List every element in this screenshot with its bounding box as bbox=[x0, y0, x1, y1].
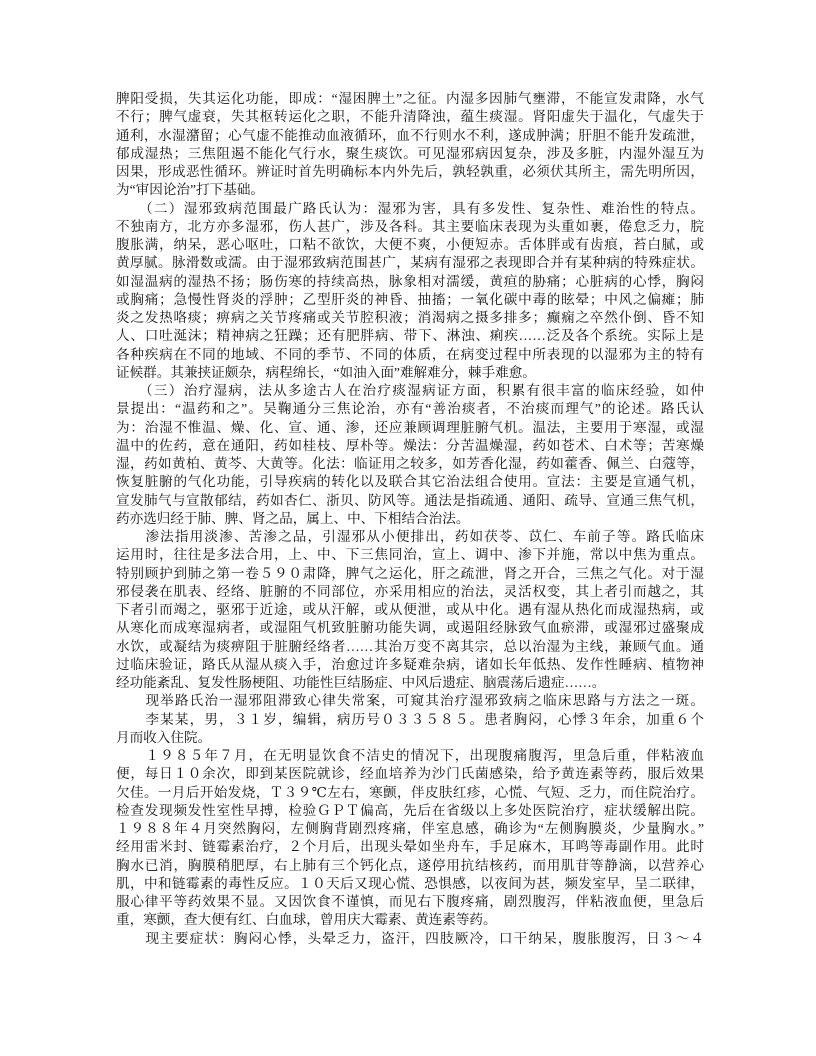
text-line: 脾阳受损，失其运化功能，即成：“湿困脾土”之征。内湿多因肺气壅滞，不能宣发肃降，水气 bbox=[116, 91, 704, 106]
text-line: 药亦选归经于肺、脾、肾之品，属上、中、下相结合治法。 bbox=[116, 510, 470, 526]
text-line: 水饮，或凝结为痰痹阻于脏腑经络者……其治万变不离其宗，总以治湿为主线，兼顾气血。通 bbox=[116, 638, 704, 654]
text-line: 邪侵袭在肌表、经络、脏腑的不同部位，亦采用相应的治法，灵活权变，其上者引而越之，其 bbox=[116, 583, 704, 599]
text-line: 为“审因论治”打下基础。 bbox=[116, 182, 265, 198]
text-line: 现举路氏治一湿邪阻滞致心律失常案，可窥其治疗湿邪致病之临床思路与方法之一斑。 bbox=[116, 693, 704, 709]
text-line: 湿，药如黄柏、黄芩、大黄等。化法：临证用之较多，如芳香化湿，药如藿香、佩兰、白蔻等， bbox=[116, 456, 704, 471]
text-line: （三）治疗湿病，法从多途古人在治疗痰湿病证方面，积累有很丰富的临床经验，如仲 bbox=[116, 383, 704, 398]
text-line: 现主要症状：胸闷心悸，头晕乏力，盗汗，四肢厥冷，口干纳呆，腹胀腹泻，日３～４ bbox=[116, 930, 704, 946]
text-line: 运用时，往往是多法合用，上、中、下三焦同治，宣上、调中、渗下并施，常以中焦为重点。 bbox=[116, 547, 704, 563]
text-line: １９８８年４月突然胸闷，左侧胸背剧烈疼痛，伴室息感，确诊为“左侧胸膜炎，少量胸水。” bbox=[116, 821, 704, 836]
text-line: 李某某，男，３１岁，编辑，病历号０３３５８５。患者胸闷，心悸３年余，加重６个 bbox=[116, 711, 704, 727]
text-line: 渗法指用淡渗、苦渗之品，引湿邪从小便排出，药如茯苓、苡仁、车前子等。路氏临床 bbox=[116, 529, 704, 544]
text-line: 便，每日１０余次，即到某医院就诊，经血培养为沙门氏菌感染，给予黄连素等药，服后效果 bbox=[116, 766, 704, 782]
text-line: 郁成湿热；三焦阻遏不能化气行水，聚生痰饮。可见湿邪病因复杂，涉及多脏，内湿外湿互为 bbox=[116, 145, 704, 161]
text-line: 特别顾护到肺之第一卷５９０肃降，脾气之运化，肝之疏泄，肾之开合，三焦之气化。对于湿 bbox=[116, 565, 704, 581]
text-line: 欠佳。一月后开始发烧，Ｔ３９℃左右，寒颤，伴皮肤红疹，心慌、气短、乏力，而住院治疗。 bbox=[116, 784, 704, 800]
text-line: 如湿温病的湿热不扬；肠伤寒的持续高热，脉象相对濡缓，黄疸的胁痛；心脏病的心悸，胸闷 bbox=[116, 273, 704, 289]
text-line: 重，寒颤，查大便有红、白血球，曾用庆大霉素、黄连素等药。 bbox=[116, 912, 497, 928]
text-line: 或胸痛；急慢性肾炎的浮肿；乙型肝炎的神昏、抽搐；一氧化碳中毒的眩晕；中风之偏瘫；肺 bbox=[116, 291, 704, 307]
text-line: 月而收入住院。 bbox=[116, 729, 212, 745]
text-line: 为：治湿不惟温、燥、化、宣、通、渗，还应兼顾调理脏腑气机。温法，主要用于寒湿，或湿 bbox=[116, 419, 704, 435]
text-line: 通利，水湿潴留；心气虚不能推动血液循环，血不行则水不利，遂成肿满；肝胆不能升发疏泄， bbox=[116, 127, 704, 143]
text-line: （二）湿邪致病范围最广路氏认为：湿邪为害，具有多发性、复杂性、难治性的特点。 bbox=[116, 200, 704, 216]
text-line: 不行；脾气虚衰，失其枢转运化之职，不能升清降浊，蕴生痰湿。肾阳虚失于温化，气虚失于 bbox=[116, 109, 704, 125]
text-line: 证候群。其兼挟证颇杂，病程绵长，“如油入面”难解难分，棘手难愈。 bbox=[116, 364, 536, 380]
text-line: 经用雷米封、链霉素治疗，２个月后，出现头晕如坐舟车，手足麻木，耳鸣等毒副作用。此时 bbox=[116, 839, 704, 855]
text-line: 炎之发热咯痰；痹病之关节疼痛或关节腔积液；消渴病之摄多排多；癫痫之卒然仆倒、昏不知 bbox=[116, 310, 704, 325]
text-line: 温中的佐药，意在通阳，药如桂枝、厚朴等。燥法：分苦温燥湿，药如苍术、白术等；苦寒燥 bbox=[116, 437, 704, 453]
text-line: 经功能紊乱、复发性肠梗阻、功能性巨结肠症、中风后遗症、脑震荡后遗症……。 bbox=[116, 675, 606, 690]
text-line: 因果，形成恶性循环。辨证时首先明确标本内外先后，孰轻孰重，必须伏其所主，需先明所因， bbox=[116, 164, 704, 179]
text-line: 下者引而竭之，驱邪于近途，或从汗解，或从便泄，或从中化。遇有湿从热化而成湿热病，或 bbox=[116, 602, 704, 617]
text-line: 从寒化而成寒湿病者，或湿阻气机致脏腑功能失调，或遏阻经脉致气血瘀滞，或湿邪过盛聚成 bbox=[116, 620, 704, 636]
text-line: 过临床验证，路氏从湿从痰入手，治愈过许多疑难杂病，诸如长年低热、发作性睡病、植物神 bbox=[116, 656, 704, 672]
text-line: 腹胀满，纳呆，恶心呕吐，口粘不欲饮，大便不爽，小便短赤。舌体胖或有齿痕，苔白腻，或 bbox=[116, 237, 704, 252]
text-line: 宣发肺气与宣散郁结，药如杏仁、浙贝、防风等。通法是指疏通、通阳、疏导、宣通三焦气机， bbox=[116, 492, 704, 508]
text-line: 肌，中和链霉素的毒性反应。１０天后又现心慌、恐惧感，以夜间为甚，频发室早，呈二联律， bbox=[116, 875, 704, 891]
text-block bbox=[116, 90, 704, 948]
text-line: 黄厚腻。脉滑数或濡。由于湿邪致病范围甚广，某病有湿邪之表现即合并有某种病的特殊症状。 bbox=[116, 255, 704, 271]
text-line: １９８５年７月，在无明显饮食不洁史的情况下，出现腹痛腹泻，里急后重，伴粘液血 bbox=[116, 748, 704, 763]
text-line: 人、口吐涎沫；精神病之狂躁；还有肥胖病、带下、淋浊、痢疾……泛及各个系统。实际上是 bbox=[116, 328, 704, 344]
text-line: 恢复脏腑的气化功能，引导疾病的转化以及联合其它治法组合使用。宣法：主要是宣通气机， bbox=[116, 474, 704, 490]
text-line: 各种疾病在不同的地域、不同的季节、不同的体质，在病变过程中所表现的以湿邪为主的特有 bbox=[116, 346, 704, 362]
text-line: 景提出：“温药和之”。吴鞠通分三焦论治，亦有“善治痰者，不治痰而理气”的论述。路氏认 bbox=[116, 401, 704, 417]
text-line: 服心律平等药效果不显。又因饮食不谨慎，而见右下腹疼痛，剧烈腹泻，伴粘液血便，里急后 bbox=[116, 894, 704, 909]
text-line: 不独南方，北方亦多湿邪，伤人甚广，涉及各科。其主要临床表现为头重如裹，倦怠乏力，脘 bbox=[116, 218, 704, 234]
text-line: 胸水已消，胸膜稍肥厚，右上肺有三个钙化点，遂停用抗结核药，而用肌苷等静滴，以营养心 bbox=[116, 857, 704, 873]
text-line: 检查发现频发性室性早搏，检验ＧＰＴ偏高，先后在省级以上多处医院治疗，症状缓解出院。 bbox=[116, 802, 704, 818]
